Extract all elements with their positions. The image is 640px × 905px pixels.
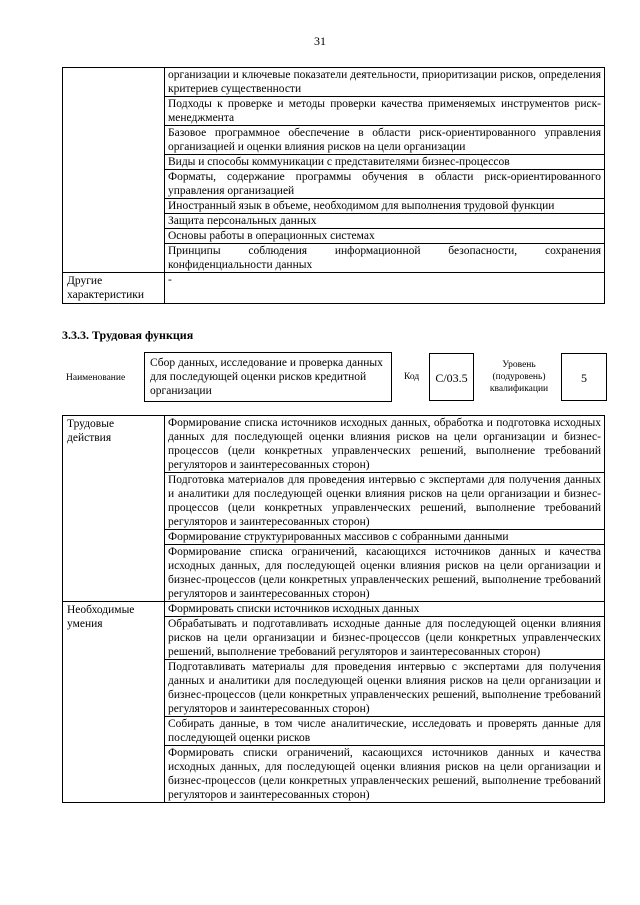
table-cell: Форматы, содержание программы обучения в области риск-ориентированного управления организацией [165,170,605,199]
function-details-table [62,415,605,803]
level-label: Уровень (подуровень) квалификации [489,360,549,394]
table-cell: Виды и способы коммуникации с представителями бизнес-процессов [165,155,605,170]
labor-actions-label: Трудовые действия [63,416,165,602]
table-cell: Принципы соблюдения информационной безопасности, сохранения конфиденциальности данных [165,244,605,273]
table-cell: организации и ключевые показатели деятельности, приоритизации рисков, определения критериев существенности [165,68,605,97]
blank-label-cell [63,68,165,273]
level-value-box: 5 [561,353,607,401]
table-row [63,602,605,617]
table-row [63,416,605,473]
labor-action: Формирование списка ограничений, касающихся источников данных и качества исходных данных, для последующей оценки влияния рисков на цели организации и бизнес-процессов (цели конкретных управленческих решений, выполнение требований регуляторов и заинтересованных сторон) [165,545,605,602]
required-skills-label: Необходимые умения [63,602,165,803]
labor-action: Подготовка материалов для проведения интервью с экспертами для получения данных и аналитики для последующей оценки влияния рисков на цели организации и бизнес-процессов (цели конкретных управленческих решений, выполнение требований регуляторов и заинтересованных сторон) [165,473,605,530]
required-skill: Обрабатывать и подготавливать исходные данные для последующей оценки влияния рисков на цели организации и бизнес-процессов (цели конкретных управленческих решений, выполнение требований регуляторов и заинтересованных сторон) [165,617,605,660]
required-skill: Подготавливать материалы для проведения интервью с экспертами для получения данных и аналитики для последующей оценки влияния рисков на цели организации и бизнес-процессов (цели конкретных управленческих решений, выполнение требований регуляторов и заинтересованных сторон) [165,660,605,717]
function-code-box: С/03.5 [429,353,474,401]
section-heading: 3.3.3. Трудовая функция [62,328,194,342]
knowledge-continuation-table [62,67,605,304]
table-cell: Подходы к проверке и методы проверки качества применяемых инструментов риск-менеджмента [165,97,605,126]
table-row [63,68,605,97]
labor-action: Формирование структурированных массивов с собранными данными [165,530,605,545]
table-cell: Иностранный язык в объеме, необходимом для выполнения трудовой функции [165,199,605,214]
function-header [62,349,604,407]
table-cell: Базовое программное обеспечение в области риск-ориентированного управления организацией и оценки влияния рисков на цели организации [165,126,605,155]
required-skill: Формировать списки ограничений, касающихся источников данных и качества исходных данных, для последующей оценки влияния рисков на цели организации и бизнес-процессов (цели конкретных управленческих решений, выполнение требований регуляторов и заинтересованных сторон) [165,746,605,803]
required-skill: Собирать данные, в том числе аналитические, исследовать и проверять данные для последующей оценки рисков [165,717,605,746]
required-skill: Формировать списки источников исходных данных [165,602,605,617]
code-label: Код [404,372,420,382]
labor-action: Формирование списка источников исходных данных, обработка и подготовка исходных данных для последующей оценки влияния рисков на цели организации и бизнес-процессов (цели конкретных управленческих решений, выполнение требований регуляторов и заинтересованных сторон) [165,416,605,473]
name-label: Наименование [66,373,126,383]
function-name-box: Сбор данных, исследование и проверка данных для последующей оценки рисков кредитной организации [144,352,392,402]
table-cell: Защита персональных данных [165,214,605,229]
table-cell: Основы работы в операционных системах [165,229,605,244]
page-number: 31 [314,34,326,48]
table-row [63,273,605,304]
other-characteristics-label: Другие характеристики [63,273,165,304]
other-characteristics-value: - [165,273,605,304]
